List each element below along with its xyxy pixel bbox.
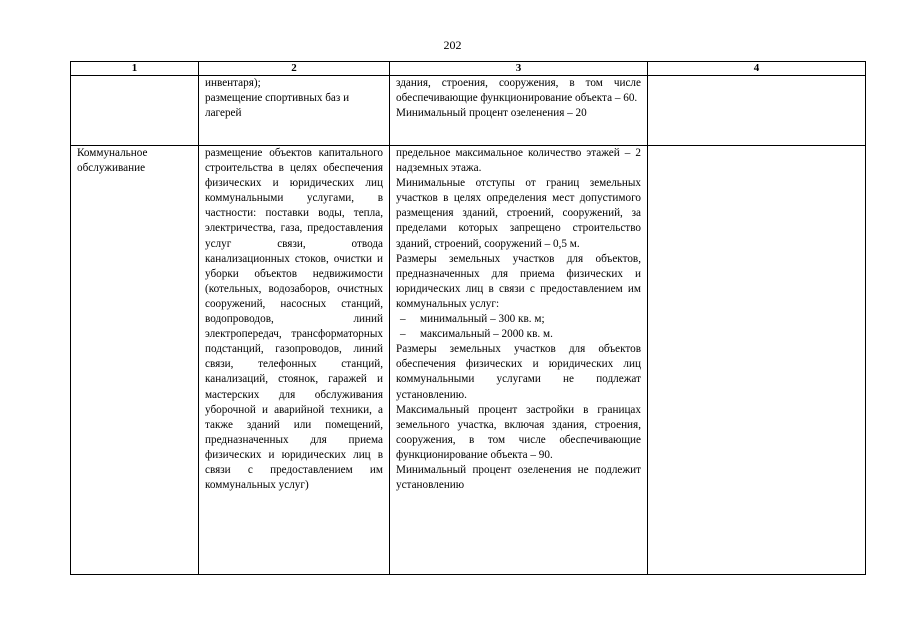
dash-list-item [396,312,641,327]
table-row [71,76,866,146]
parameter-paragraph: Минимальный процент озеленения – 20 [396,107,587,120]
column-header-3: 3 [390,62,648,76]
cell-use-description [199,146,390,575]
use-type-text: Коммунальное обслуживание [77,147,148,175]
dash-bullet-icon: – [400,313,406,326]
dash-item-text: максимальный – 2000 кв. м. [420,328,553,341]
column-header-4: 4 [648,62,866,76]
use-description-text: размещение объектов капитального строительства в целях обеспечения физических и юридических лиц коммунальными услугами, в частности: поставки воды, тепла, электричества, газа, предоставления услуг связи, отвода канализационных стоков, очистки и уборки объектов недвижимости (котельных, водозаборов, очистных сооружений, насосных станций, водопроводов, линий электропередач, трансформаторных подстанций, газопроводов, линий связи, телефонных станций, канализаций, стоянок, гаражей и мастерских для обслуживания уборочной и аварийной техники, а также зданий или помещений, предназначенных для приема физических и юридических лиц в связи с предоставлением им коммунальных услуг) [205,147,383,492]
parameter-paragraph: здания, строения, сооружения, в том числе обеспечивающие функционирование объекта – 60. [396,77,641,105]
dash-item-text: минимальный – 300 кв. м; [420,313,545,326]
column-header-2: 2 [199,62,390,76]
cell-notes [648,146,866,575]
page-number: 202 [443,38,462,52]
parameter-paragraph: предельное максимальное количество этажей – 2 надземных этажа. [396,147,641,175]
parameter-paragraph: Размеры земельных участков для объектов, предназначенных для приема физических и юридических лиц в связи с предоставлением им коммунальных услуг: [396,252,641,310]
table-header-row [71,62,866,76]
cell-parameters [390,146,648,575]
cell-notes [648,76,866,146]
dash-bullet-icon: – [400,328,406,341]
use-description-text: инвентаря); размещение спортивных баз и лагерей [205,77,350,120]
dash-list-item [396,327,641,342]
parameter-paragraph: Размеры земельных участков для объектов обеспечения физических и юридических лиц коммунальными услугами не подлежат установлению. [396,343,641,401]
parameter-paragraph: Максимальный процент застройки в границах земельного участка, включая здания, строения, сооружения, в том числе обеспечивающие функционирование объекта – 90. [396,403,641,461]
cell-parameters [390,76,648,146]
parameter-paragraph: Минимальный процент озеленения не подлежит установлению [396,463,641,492]
cell-use-description [199,76,390,146]
regulations-table [70,61,866,575]
table-row [71,146,866,575]
parameter-paragraph: Минимальные отступы от границ земельных участков в целях определения мест допустимого размещения зданий, строений, сооружений, за пределами которых запрещено строительство зданий, строений, сооружений – 0,5 м. [396,177,641,250]
cell-use-type [71,146,199,575]
column-header-1: 1 [71,62,199,76]
cell-use-type [71,76,199,146]
